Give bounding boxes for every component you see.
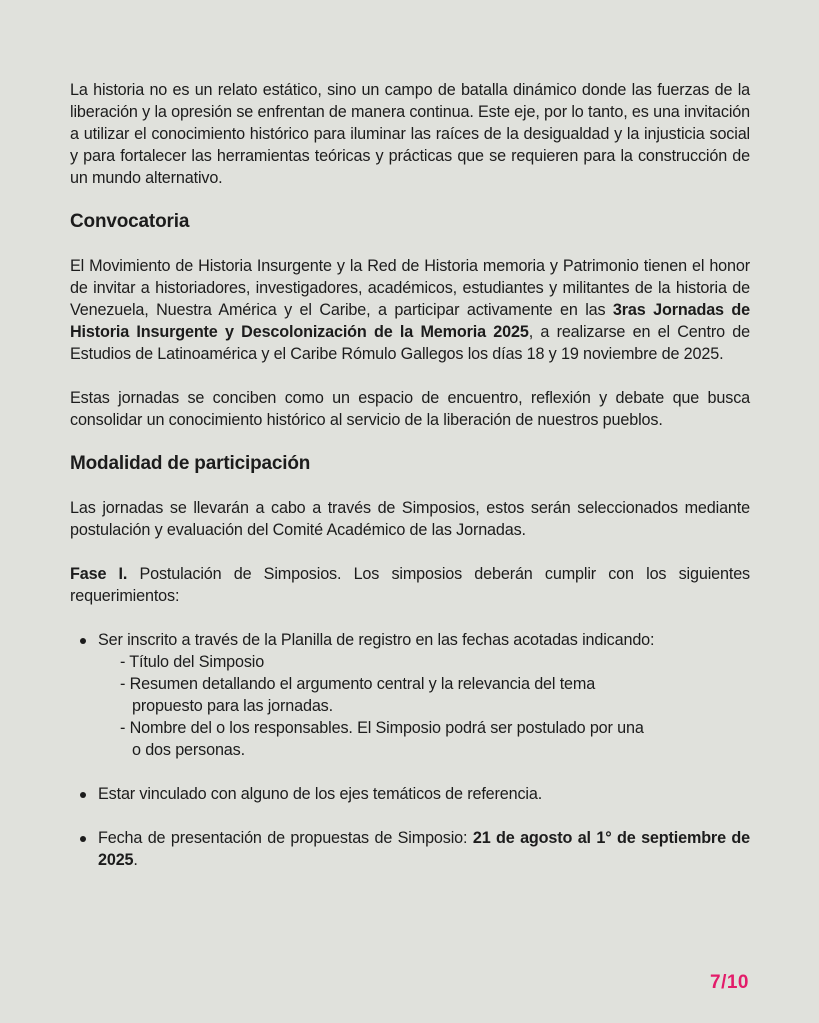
- convocatoria-heading: Convocatoria: [70, 211, 190, 232]
- modalidad-heading: Modalidad de participación: [70, 453, 311, 474]
- intro-paragraph: La historia no es un relato estático, sino un campo de batalla dinámico donde las fuerzas de la liberación y la opresión se enfrentan de manera continua. Este eje, por lo tanto, es una invitación a utilizar el conocimiento histórico para iluminar las raíces de la desigualdad y la injusticia social y para fortalecer las herramientas teóricas y prácticas que se requieren para la construcción de un mundo alternativo.: [70, 81, 750, 187]
- document-page: [70, 79, 750, 871]
- list-gap: [70, 805, 750, 827]
- requirement-text-after: .: [133, 851, 138, 869]
- fase-paragraph: [70, 563, 750, 607]
- page-number: 7/10: [710, 972, 749, 993]
- convocatoria-paragraph: [70, 255, 750, 365]
- bullet-icon: [80, 638, 86, 644]
- jornadas-description: Estas jornadas se conciben como un espacio de encuentro, reflexión y debate que busca consolidar un conocimiento histórico al servicio de la liberación de nuestros pueblos.: [70, 389, 750, 429]
- sub-requirement-item: - Resumen detallando el argumento central y la relevancia del tema propuesto para las jornadas.: [120, 675, 596, 715]
- requirement-text: Estar vinculado con alguno de los ejes temáticos de referencia.: [98, 785, 543, 803]
- sub-requirement-item: - Título del Simposio: [120, 653, 265, 671]
- requirement-text-before: Fecha de presentación de propuestas de Simposio:: [98, 829, 473, 847]
- requirement-text: Ser inscrito a través de la Planilla de registro en las fechas acotadas indicando:: [98, 631, 655, 649]
- bullet-icon: [80, 792, 86, 798]
- fase-text: Postulación de Simposios. Los simposios deberán cumplir con los siguientes requerimientos:: [70, 565, 750, 605]
- convocatoria-text-before: El Movimiento de Historia Insurgente y la Red de Historia memoria y Patrimonio tienen el honor de invitar a historiadores, investigadores, académicos, estudiantes y militantes de la historia de Venezuela, Nuestra América y el Caribe, a participar activamente en las: [70, 257, 750, 319]
- fase-label: Fase I.: [70, 565, 128, 583]
- requirement-item: [70, 629, 750, 761]
- modalidad-paragraph: Las jornadas se llevarán a cabo a través de Simposios, estos serán seleccionados mediante postulación y evaluación del Comité Académico de las Jornadas.: [70, 499, 750, 539]
- requirement-item: [70, 827, 750, 871]
- requirement-item: [70, 783, 750, 805]
- event-name: 3ras Jornadas de Historia Insurgente y Descolonización de la Memoria 2025: [70, 301, 750, 341]
- convocatoria-text-after: , a realizarse en el Centro de Estudios de Latinoamérica y el Caribe Rómulo Gallegos los días 18 y 19 noviembre de 2025.: [70, 323, 750, 363]
- submission-dates: 21 de agosto al 1° de septiembre de 2025: [98, 829, 750, 869]
- bullet-icon: [80, 836, 86, 842]
- list-gap: [70, 761, 750, 783]
- sub-requirement-item: - Nombre del o los responsables. El Simposio podrá ser postulado por una o dos personas.: [120, 719, 644, 759]
- requirements-list: [70, 629, 750, 871]
- sub-requirements-list: [98, 651, 750, 761]
